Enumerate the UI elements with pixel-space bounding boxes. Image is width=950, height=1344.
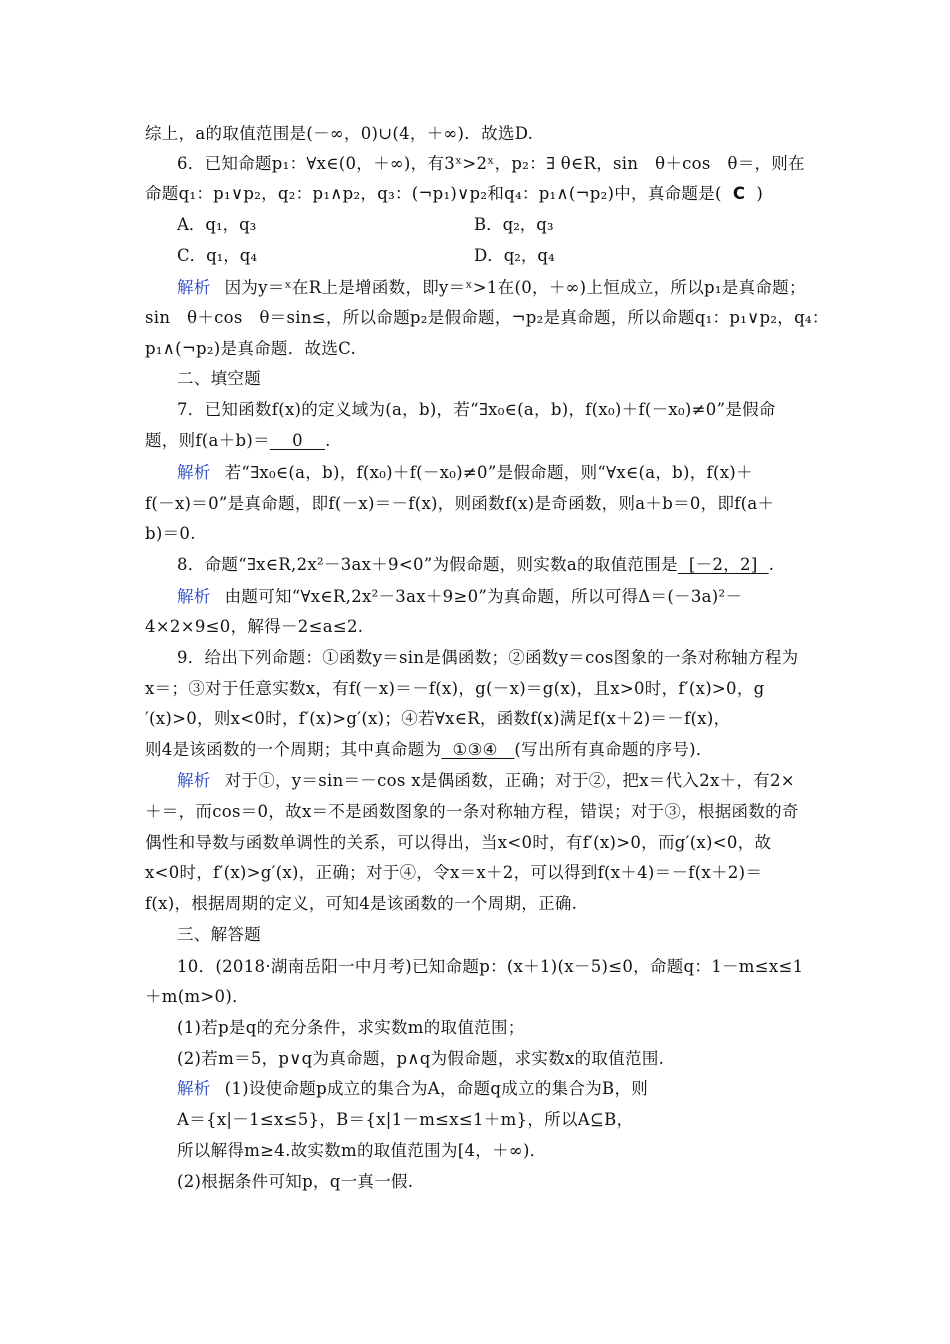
section-heading-answer: 三、解答题 <box>177 925 261 944</box>
question-8-line-1: 8．命题“∃x∈R,2x²－3ax＋9<0”为假命题，则实数a的取值范围是 [－2，2] . <box>177 553 847 577</box>
solution-6-line-3: p₁∧(¬p₂)是真命题．故选C. <box>145 339 357 358</box>
solution-9-line-3: 偶性和导数与函数单调性的关系，可以得出，当x<0时，有f′(x)>0，而g′(x)<0，故 <box>145 833 772 852</box>
answer-q7: 0 <box>292 431 303 450</box>
question-7-line-1: 7．已知函数f(x)的定义域为(a，b)，若“∃x₀∈(a，b)，f(x₀)＋f(－x₀)≠0”是假命 <box>177 400 776 419</box>
solution-6-line-2: sin θ＋cos θ＝sin≤，所以命题p₂是假命题，¬p₂是真命题，所以命题q₁：p₁∨p₂，q₄： <box>145 308 829 327</box>
choice-b: B．q₂，q₃ <box>474 215 554 234</box>
solution-9-line-5: f(x)，根据周期的定义，可知4是该函数的一个周期，正确. <box>145 894 578 913</box>
question-9-line-2: x＝；③对于任意实数x，有f(－x)＝－f(x)，g(－x)＝g(x)，且x>0时，f′(x)>0，g <box>145 679 765 698</box>
solution-10-line-4: (2)根据条件可知p，q一真一假. <box>177 1172 414 1191</box>
question-10-part-1: (1)若p是q的充分条件，求实数m的取值范围； <box>177 1018 525 1037</box>
solution-10-line-3: 所以解得m≥4.故实数m的取值范围为[4，＋∞)． <box>177 1141 547 1160</box>
solution-label: 解析 <box>177 463 211 482</box>
solution-9-line-4: x<0时，f′(x)>g′(x)，正确；对于④，令x＝x＋2，可以得到f(x＋4)＝－f(x＋2)＝ <box>145 863 763 882</box>
solution-10-line-1: 解析 (1)设使命题p成立的集合为A，命题q成立的集合为B，则 <box>177 1079 649 1098</box>
solution-10-line-2: A＝{x|－1≤x≤5}，B＝{x|1－m≤x≤1＋m}，所以A⊆B， <box>177 1110 634 1129</box>
solution-8-line-1: 解析 由题可知“∀x∈R,2x²－3ax＋9≥0”为真命题，所以可得Δ＝(－3a)²－ <box>177 587 743 606</box>
solution-7-line-2: f(－x)＝0”是真命题，即f(－x)＝－f(x)，则函数f(x)是奇函数，则a＋b＝0，即f(a＋ <box>145 494 775 513</box>
answer-q6: C <box>732 184 746 203</box>
question-10-line-1: 10．(2018·湖南岳阳一中月考)已知命题p：(x＋1)(x－5)≤0，命题q：1－m≤x≤1 <box>177 957 804 976</box>
question-10-line-2: ＋m(m>0)． <box>145 987 249 1006</box>
solution-9-line-2: ＋＝，而cos＝0，故x＝不是函数图象的一条对称轴方程，错误；对于③，根据函数的奇 <box>145 802 799 821</box>
solution-label: 解析 <box>177 278 211 297</box>
question-7-line-2: 题，则f(a＋b)＝ 0 . <box>145 429 815 453</box>
solution-7-line-3: b)＝0. <box>145 524 196 543</box>
solution-6-line-1: 解析 因为y＝ˣ在R上是增函数，即y＝ˣ>1在(0，＋∞)上恒成立，所以p₁是真命题； <box>177 278 806 297</box>
answer-q9: ①③④ <box>452 740 498 759</box>
question-9-line-4: 则4是该函数的一个周期；其中真命题为 ①③④ (写出所有真命题的序号)． <box>145 738 815 762</box>
solution-label: 解析 <box>177 587 211 606</box>
solution-7-line-1: 解析 若“∃x₀∈(a，b)，f(x₀)＋f(－x₀)≠0”是假命题，则“∀x∈(a，b)，f(x)＋ <box>177 463 753 482</box>
choice-d: D．q₂，q₄ <box>474 246 555 265</box>
solution-label: 解析 <box>177 771 211 790</box>
solution-8-line-2: 4×2×9≤0，解得－2≤a≤2. <box>145 617 364 636</box>
solution-label: 解析 <box>177 1079 211 1098</box>
question-10-part-2: (2)若m＝5，p∨q为真命题，p∧q为假命题，求实数x的取值范围. <box>177 1049 665 1068</box>
section-heading-fill-in: 二、填空题 <box>177 369 261 388</box>
question-6-line-1: 6．已知命题p₁：∀x∈(0，＋∞)，有3ˣ>2ˣ，p₂：∃ θ∈R，sin θ＋cos θ＝，则在 <box>177 154 805 173</box>
solution-9-line-1: 解析 对于①，y＝sin＝－cos x是偶函数，正确；对于②，把x＝代入2x＋，有2× <box>177 771 795 790</box>
answer-q8: [－2，2] <box>688 555 758 574</box>
choice-c: C．q₁，q₄ <box>177 246 257 265</box>
question-6-line-2: 命题q₁：p₁∨p₂，q₂：p₁∧p₂，q₃：(¬p₁)∨p₂和q₄：p₁∧(¬p₂)中，真命题是( C ) <box>145 184 764 203</box>
question-9-line-3: ′(x)>0，则x<0时，f′(x)>g′(x)；④若∀x∈R，函数f(x)满足f(x＋2)＝－f(x)， <box>145 709 731 728</box>
question-9-line-1: 9．给出下列命题：①函数y＝sin是偶函数；②函数y＝cos图象的一条对称轴方程为 <box>177 648 799 667</box>
choice-a: A．q₁，q₃ <box>177 215 257 234</box>
text-line: 综上，a的取值范围是(－∞，0)∪(4，＋∞)．故选D. <box>145 124 534 143</box>
